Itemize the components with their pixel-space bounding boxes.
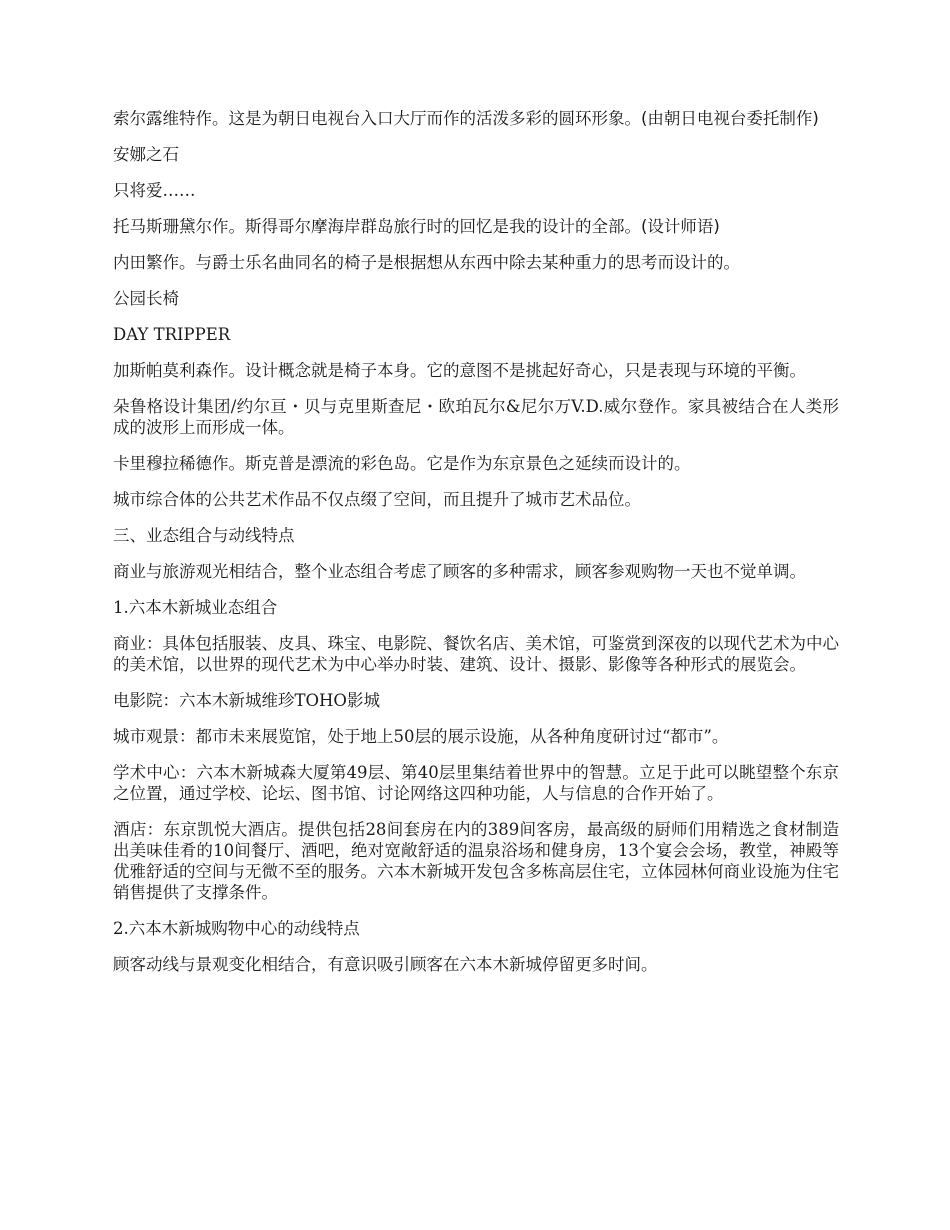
paragraph-6: 公园长椅 xyxy=(113,289,179,308)
paragraph-16: 电影院：六本木新城维珍TOHO影城 xyxy=(113,691,380,710)
paragraph-18: 学术中心：六本木新城森大厦第49层、第40层里集结着世界中的智慧。立足于此可以眺望整个东京之位置，通过学校、论坛、图书馆、讨论网络这四种功能，人与信息的合作开始了。 xyxy=(113,763,839,803)
paragraph-7: DAY TRIPPER xyxy=(113,325,231,344)
paragraph-13: 商业与旅游观光相结合，整个业态组合考虑了顾客的多种需求，顾客参观购物一天也不觉单调。 xyxy=(113,562,806,581)
paragraph-5: 内田繁作。与爵士乐名曲同名的椅子是根据想从东西中除去某种重力的思考而设计的。 xyxy=(113,253,740,272)
document-page xyxy=(113,108,839,990)
paragraph-1: 索尔露维特作。这是为朝日电视台入口大厅而作的活泼多彩的圆环形象。(由朝日电视台委托制作) xyxy=(113,109,819,128)
paragraph-17: 城市观景：都市未来展览馆，处于地上50层的展示设施，从各种角度研讨过“都市”。 xyxy=(113,727,729,746)
subheading-1: 1.六本木新城业态组合 xyxy=(113,598,278,617)
subheading-2: 2.六本木新城购物中心的动线特点 xyxy=(113,919,360,938)
paragraph-21: 顾客动线与景观变化相结合，有意识吸引顾客在六本木新城停留更多时间。 xyxy=(113,955,658,974)
paragraph-3: 只将爱…… xyxy=(113,181,196,200)
paragraph-10: 卡里穆拉稀德作。斯克普是漂流的彩色岛。它是作为东京景色之延续而设计的。 xyxy=(113,454,691,473)
paragraph-15: 商业：具体包括服装、皮具、珠宝、电影院、餐饮名店、美术馆，可鉴赏到深夜的以现代艺术为中心的美术馆，以世界的现代艺术为中心举办时装、建筑、设计、摄影、影像等各种形式的展览会。 xyxy=(113,634,839,674)
paragraph-19: 酒店：东京凯悦大酒店。提供包括28间套房在内的389间客房，最高级的厨师们用精选之食材制造出美味佳肴的10间餐厅、酒吧，绝对宽敞舒适的温泉浴场和健身房，13个宴会会场，教堂，神殿等优雅舒适的空间与无微不至的服务。六本木新城开发包含多栋高层住宅，立体园林何商业设施为住宅销售提供了支撑条件。 xyxy=(113,820,839,902)
paragraph-9: 朵鲁格设计集团/约尔亘・贝与克里斯查尼・欧珀瓦尔&尼尔万V.D.威尔登作。家具被结合在人类形成的波形上而形成一体。 xyxy=(113,397,839,437)
paragraph-4: 托马斯珊黛尔作。斯得哥尔摩海岸群岛旅行时的回忆是我的设计的全部。(设计师语) xyxy=(113,217,720,236)
paragraph-2: 安娜之石 xyxy=(113,145,179,164)
section-heading-3: 三、业态组合与动线特点 xyxy=(113,526,295,545)
paragraph-8: 加斯帕莫利森作。设计概念就是椅子本身。它的意图不是挑起好奇心，只是表现与环境的平衡。 xyxy=(113,361,806,380)
paragraph-11: 城市综合体的公共艺术作品不仅点缀了空间，而且提升了城市艺术品位。 xyxy=(113,490,641,509)
